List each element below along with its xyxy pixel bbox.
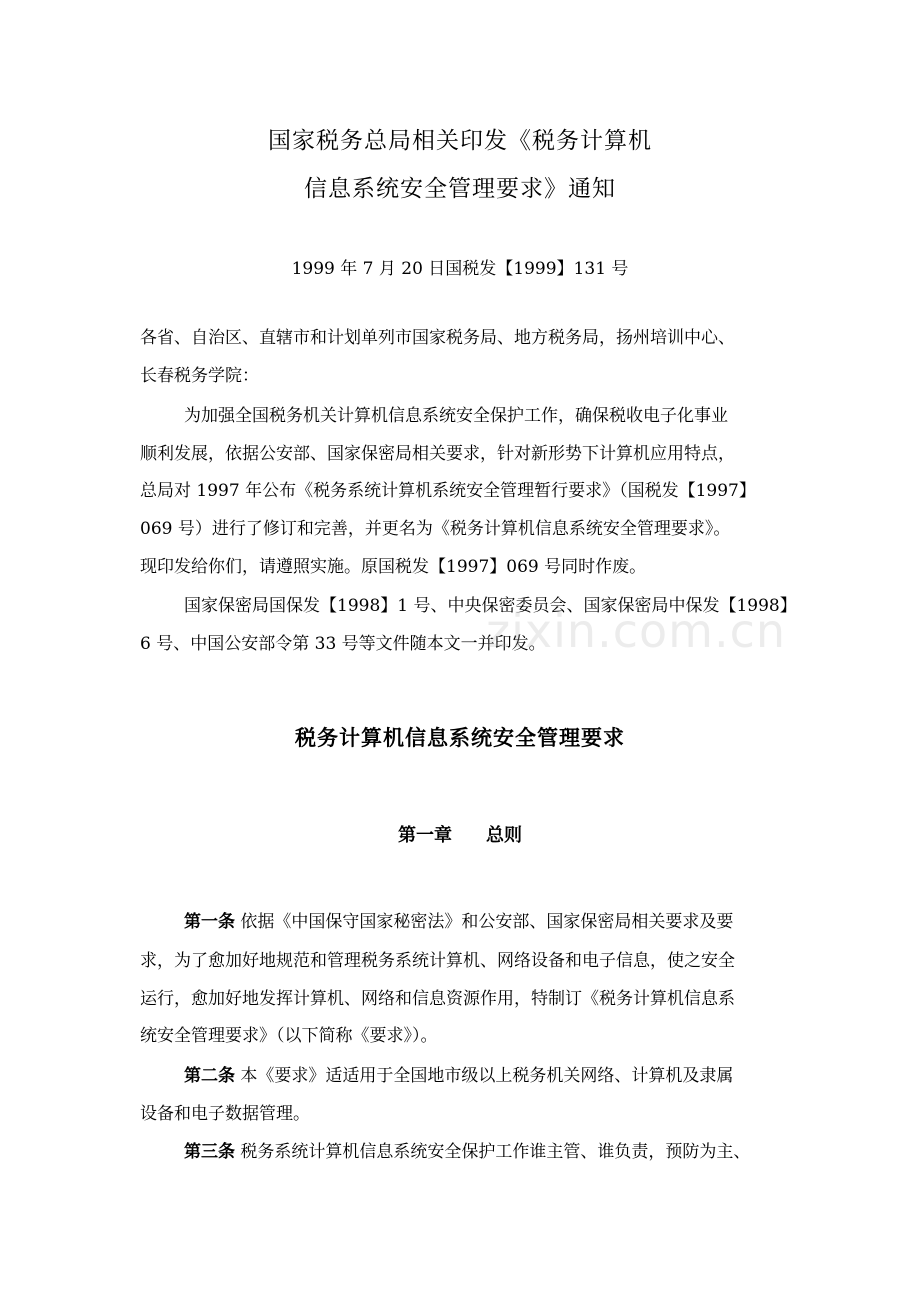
- document-reference: 1999 年 7 月 20 日国税发【1999】131 号: [291, 259, 629, 279]
- watermark: zixin.com.cn: [486, 604, 787, 658]
- article-3-line-1: [184, 1141, 750, 1163]
- paragraph-2-line-2: 6 号、中国公安部令第 33 号等文件随本文一并印发。: [140, 634, 546, 654]
- article-1-line-2: 求，为了愈加好地规范和管理税务系统计算机、网络设备和电子信息，使之安全: [140, 951, 735, 971]
- article-2-text: 本《要求》适适用于全国地市级以上税务机关网络、计算机及隶属: [240, 1066, 734, 1086]
- paragraph-1-line-5: 现印发给你们，请遵照实施。原国税发【1997】069 号同时作废。: [140, 557, 647, 577]
- paragraph-1-line-4: 069 号）进行了修订和完善，并更名为《税务计算机信息系统安全管理要求》。: [140, 519, 731, 539]
- article-3-text: 税务系统计算机信息系统安全保护工作谁主管、谁负责，预防为主、: [240, 1142, 751, 1162]
- article-2-line-2: 设备和电子数据管理。: [140, 1104, 310, 1124]
- paragraph-1-line-1: 为加强全国税务机关计算机信息系统安全保护工作，确保税收电子化事业: [184, 406, 728, 426]
- article-1-line-4: 统安全管理要求》（以下简称《要求》）。: [140, 1026, 438, 1046]
- paragraph-1-line-2: 顺利发展，依据公安部、国家保密局相关要求，针对新形势下计算机应用特点，: [140, 444, 735, 464]
- article-2-label: 第二条: [184, 1066, 235, 1086]
- paragraph-1-line-3: 总局对 1997 年公布《税务系统计算机系统安全管理暂行要求》（国税发【1997】: [140, 481, 756, 501]
- document-title-line-2: 信息系统安全管理要求》通知: [304, 176, 616, 202]
- document-title-line-1: 国家税务总局相关印发《税务计算机: [268, 128, 652, 154]
- article-2-line-1: [184, 1065, 733, 1087]
- article-1-line-1: [184, 911, 733, 933]
- addressee-line-1: 各省、自治区、直辖市和计划单列市国家税务局、地方税务局，扬州培训中心、: [140, 328, 735, 348]
- addressee-line-2: 长春税务学院：: [140, 366, 259, 386]
- regulation-heading: 税务计算机信息系统安全管理要求: [295, 726, 625, 750]
- article-3-label: 第三条: [184, 1142, 235, 1162]
- article-1-label: 第一条: [184, 912, 235, 932]
- chapter-number: 第一章: [398, 825, 452, 846]
- chapter-heading: [0, 821, 920, 847]
- article-1-line-3: 运行，愈加好地发挥计算机、网络和信息资源作用，特制订《税务计算机信息系: [140, 989, 735, 1009]
- chapter-name: 总则: [486, 825, 522, 846]
- paragraph-2-line-1: 国家保密局国保发【1998】1 号、中央保密委员会、国家保密局中保发【1998】: [184, 596, 797, 616]
- article-1-text: 依据《中国保守国家秘密法》和公安部、国家保密局相关要求及要: [240, 912, 734, 932]
